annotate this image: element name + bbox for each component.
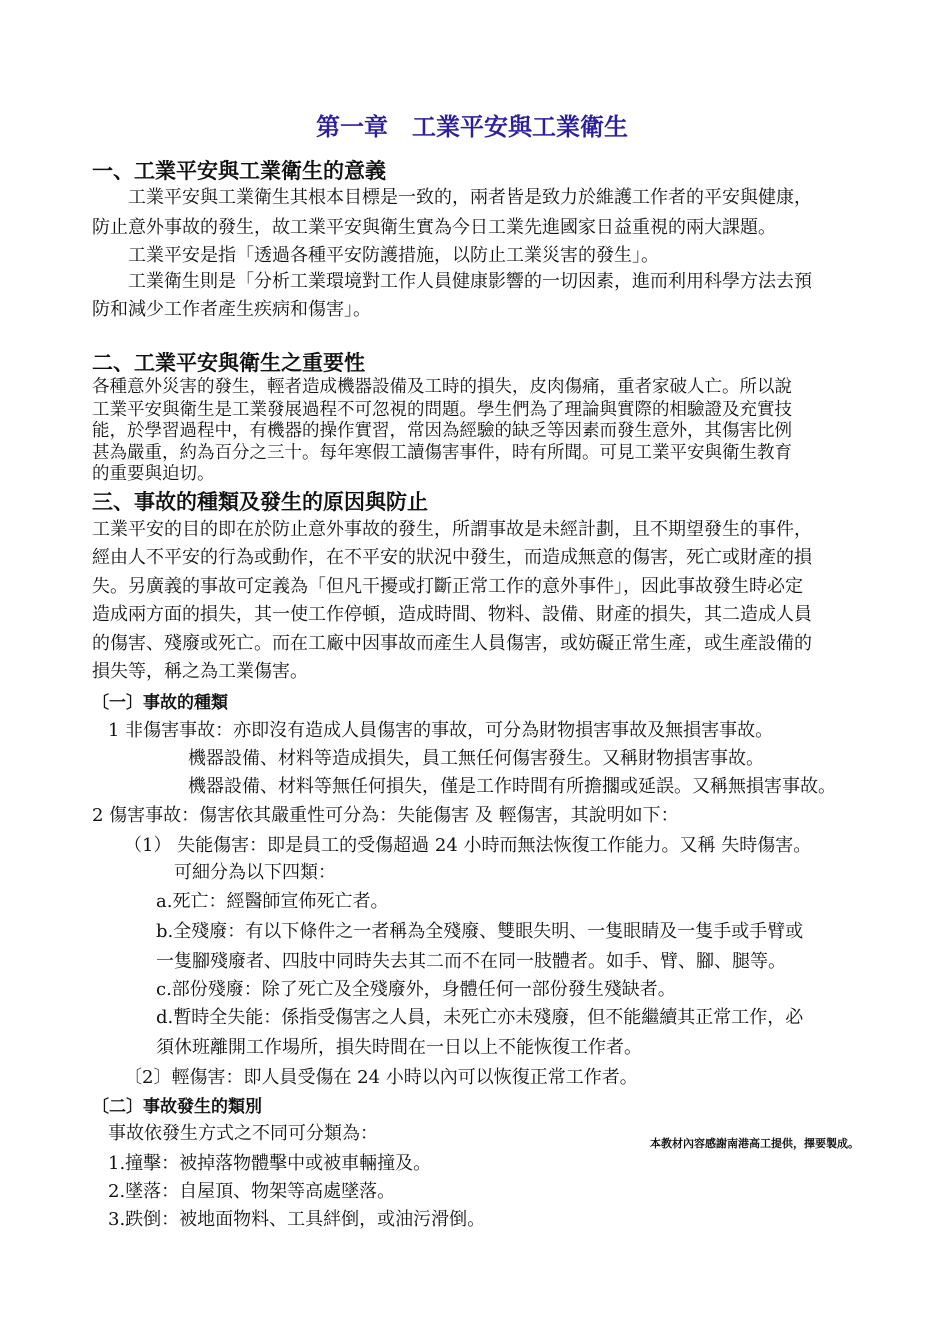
list-item: 1.撞擊：被掉落物體擊中或被車輛撞及。: [108, 1153, 432, 1174]
list-item: c.部份殘廢：除了死亡及全殘廢外，身體任何一部份發生殘缺者。: [156, 979, 676, 1000]
section2-line: 甚為嚴重，約為百分之三十。每年寒假工讀傷害事件，時有所聞。可見工業平安與衛生教育: [92, 443, 792, 463]
section3-heading: 三、事故的種類及發生的原因與防止: [92, 489, 428, 514]
section3-line: 造成兩方面的損失，其一使工作停頓，造成時間、物料、設備、財產的損失，其二造成人員: [92, 604, 812, 625]
subsection2-heading: 〔二〕事故發生的類別: [92, 1097, 262, 1117]
section2-line: 能，於學習過程中，有機器的操作實習，常因為經驗的缺乏等因素而發生意外，其傷害比例: [92, 421, 792, 441]
list-intro: 事故依發生方式之不同可分類為：: [108, 1123, 378, 1144]
section1-heading: 一、工業平安與工業衛生的意義: [92, 158, 386, 183]
list-item: 機器設備、材料等無任何損失，僅是工作時間有所擔擱或延誤。又稱無損害事故。: [188, 776, 836, 797]
list-item: b.全殘廢：有以下條件之一者稱為全殘廢、雙眼失明、一隻眼睛及一隻手或手臂或: [156, 921, 804, 942]
section3-line: 工業平安的目的即在於防止意外事故的發生，所謂事故是未經計劃，且不期望發生的事件，: [92, 519, 812, 540]
section1-line: 防止意外事故的發生，故工業平安與衛生實為今日工業先進國家日益重視的兩大課題。: [92, 217, 776, 238]
subsection1-heading: 〔一〕事故的種類: [92, 693, 228, 713]
section1-line: 工業平安與工業衛生其根本目標是一致的，兩者皆是致力於維護工作者的平安與健康，: [128, 187, 812, 208]
list-item: a.死亡：經醫師宣佈死亡者。: [156, 891, 389, 912]
section1-line: 防和減少工作者產生疾病和傷害」。: [92, 299, 371, 320]
list-item: 機器設備、材料等造成損失，員工無任何傷害發生。又稱財物損害事故。: [188, 748, 764, 769]
list-item: 一隻腳殘廢者、四肢中同時失去其二而不在同一肢體者。如手、臂、腳、腿等。: [156, 951, 786, 972]
list-item: 可細分為以下四類：: [174, 862, 336, 883]
list-item: 1 非傷害事故：亦即沒有造成人員傷害的事故，可分為財物損害事故及無損害事故。: [108, 720, 774, 741]
list-item: 2 傷害事故：傷害依其嚴重性可分為：失能傷害 及 輕傷害，其說明如下：: [92, 805, 679, 826]
list-item: 須休班離開工作場所，損失時間在一日以上不能恢復工作者。: [156, 1037, 642, 1058]
list-item: d.暫時全失能：係指受傷害之人員，未死亡亦未殘廢，但不能繼續其正常工作，必: [156, 1007, 804, 1028]
section2-line: 工業平安與衛生是工業發展過程不可忽視的問題。學生們為了理論與實際的相驗證及充實技: [92, 400, 792, 420]
list-item: 〔2〕輕傷害：即人員受傷在 24 小時以內可以恢復正常工作者。: [124, 1067, 638, 1088]
list-item: 2.墜落：自屋頂、物架等高處墜落。: [108, 1181, 396, 1202]
chapter-title: 第一章 工業平安與工業衛生: [316, 112, 628, 141]
section3-line: 經由人不平安的行為或動作，在不平安的狀況中發生，而造成無意的傷害，死亡或財產的損: [92, 547, 812, 568]
section2-line: 的重要與迫切。: [92, 464, 215, 484]
section3-line: 的傷害、殘廢或死亡。而在工廠中因事故而產生人員傷害，或妨礙正常生產，或生產設備的: [92, 633, 812, 654]
section3-line: 損失等，稱之為工業傷害。: [92, 661, 308, 682]
section1-line: 工業衛生則是「分析工業環境對工作人員健康影響的一切因素，進而利用科學方法去預: [128, 271, 812, 292]
list-item: （1） 失能傷害：即是員工的受傷超過 24 小時而無法恢復工作能力。又稱 失時傷害。: [124, 835, 812, 856]
section2-line: 各種意外災害的發生，輕者造成機器設備及工時的損失，皮肉傷痛，重者家破人亡。所以說: [92, 377, 792, 397]
section1-line: 工業平安是指「透過各種平安防護措施，以防止工業災害的發生」。: [128, 245, 659, 266]
list-item: 3.跌倒：被地面物料、工具絆倒，或油污滑倒。: [108, 1209, 486, 1230]
section2-heading: 二、工業平安與衛生之重要性: [92, 350, 365, 375]
footnote: 本教材內容感謝南港高工提供，擇要製成。: [650, 1137, 859, 1150]
section3-line: 失。另廣義的事故可定義為「但凡干擾或打斷正常工作的意外事件」，因此事故發生時必定: [92, 576, 803, 597]
